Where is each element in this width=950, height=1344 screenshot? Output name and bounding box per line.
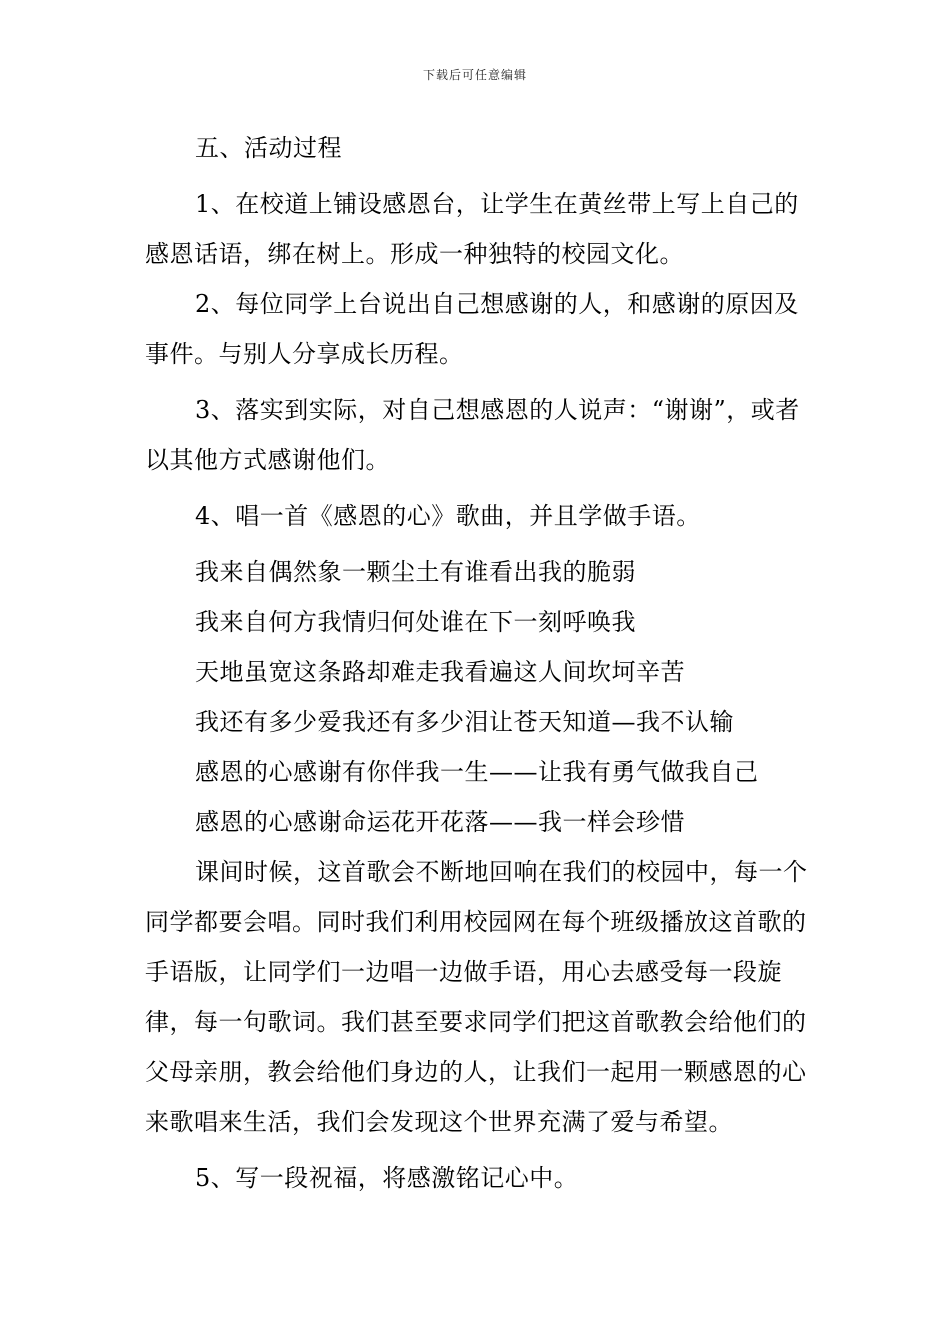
document-body [145, 123, 810, 1203]
header-note: 下载后可任意编辑 [422, 68, 527, 82]
lyric-line-4: 我还有多少爱我还有多少泪让苍天知道—我不认输 [195, 708, 734, 736]
lyric-line-6: 感恩的心感谢命运花开花落——我一样会珍惜 [195, 808, 685, 836]
lyric-line-5: 感恩的心感谢有你伴我一生——让我有勇气做我自己 [195, 758, 759, 786]
paragraph-item-2: 2、每位同学上台说出自己想感谢的人，和感谢的原因及事件。与别人分享成长历程。 [145, 290, 799, 368]
paragraph-item-3: 3、落实到实际，对自己想感恩的人说声：“谢谢”，或者以其他方式感谢他们。 [145, 396, 800, 474]
lyric-line-3: 天地虽宽这条路却难走我看遍这人间坎坷辛苦 [195, 658, 685, 686]
final-item: 5、写一段祝福，将感激铭记心中。 [195, 1164, 579, 1192]
lyric-line-1: 我来自偶然象一颗尘土有谁看出我的脆弱 [195, 558, 636, 586]
lyric-line-2: 我来自何方我情归何处谁在下一刻呼唤我 [195, 608, 636, 636]
paragraph-item-1: 1、在校道上铺设感恩台，让学生在黄丝带上写上自己的感恩话语，绑在树上。形成一种独特的校园文化。 [145, 190, 799, 268]
paragraph-item-4: 4、唱一首《感恩的心》歌曲，并且学做手语。 [195, 502, 701, 530]
section-title: 五、活动过程 [195, 134, 342, 162]
closing-paragraph: 课间时候，这首歌会不断地回响在我们的校园中，每一个同学都要会唱。同时我们利用校园网在每个班级播放这首歌的手语版，让同学们一边唱一边做手语，用心去感受每一段旋律，每一句歌词。我们甚至要求同学们把这首歌教会给他们的父母亲朋，教会给他们身边的人，让我们一起用一颗感恩的心来歌唱来生活，我们会发现这个世界充满了爱与希望。 [145, 858, 808, 1136]
